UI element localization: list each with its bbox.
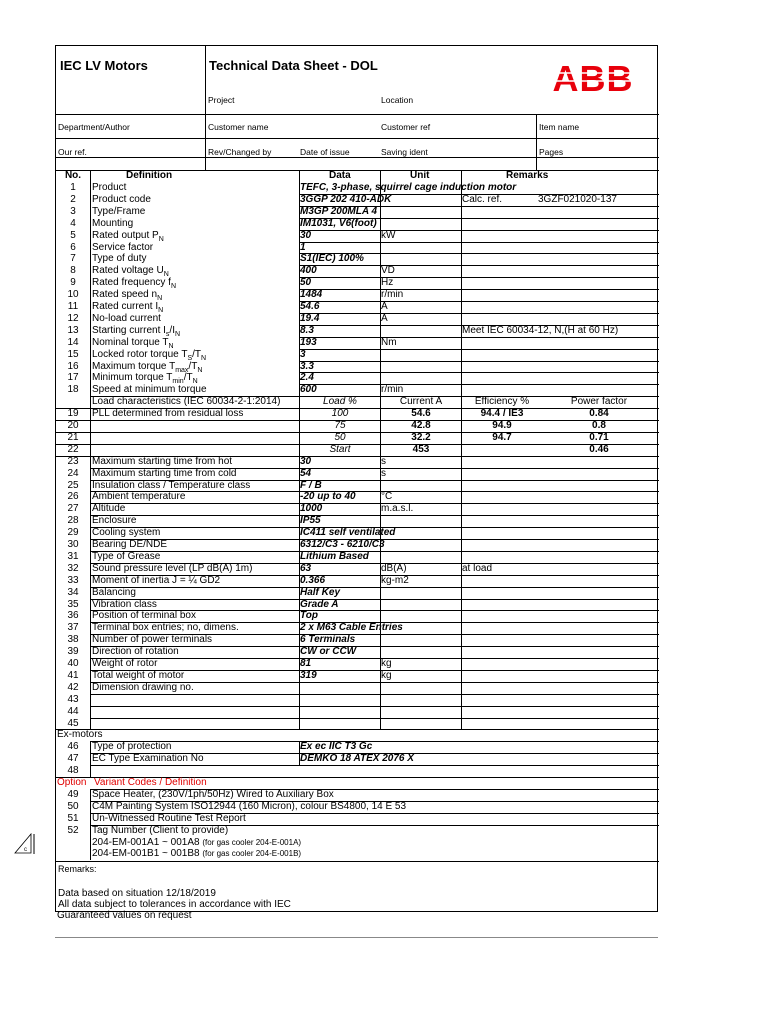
row-unit: r/min bbox=[381, 384, 404, 396]
row-number: 21 bbox=[67, 431, 79, 443]
saving-ident-label: Saving ident bbox=[381, 147, 428, 157]
row-number: 3 bbox=[70, 205, 76, 217]
our-ref-label: Our ref. bbox=[58, 147, 87, 157]
row-number: 33 bbox=[67, 574, 79, 586]
row-number: 2 bbox=[70, 193, 76, 205]
date-of-issue-label: Date of issue bbox=[300, 147, 350, 157]
definition-text: Starting current I bbox=[92, 324, 166, 336]
row-number: 8 bbox=[70, 265, 76, 277]
row-unit: A bbox=[381, 301, 388, 312]
row-data: 193 bbox=[300, 336, 317, 348]
definition-sub: N bbox=[157, 295, 163, 303]
row-unit: s bbox=[381, 455, 386, 467]
table-row bbox=[56, 182, 659, 194]
row-number: 24 bbox=[67, 467, 79, 479]
table-row bbox=[56, 599, 659, 611]
table-row bbox=[56, 694, 659, 706]
table-row bbox=[56, 337, 659, 349]
row-number: 46 bbox=[67, 741, 79, 753]
table-row bbox=[56, 313, 659, 325]
row-number: 30 bbox=[67, 539, 79, 550]
revision-mark-text: c bbox=[24, 847, 27, 853]
definition-sub: max bbox=[175, 366, 189, 374]
row-definition: Enclosure bbox=[92, 515, 137, 527]
row-definition: Moment of inertia J = ¼ GD2 bbox=[92, 574, 221, 586]
table-row bbox=[56, 242, 659, 254]
definition-sub-2: N bbox=[192, 378, 198, 386]
row-number: 17 bbox=[67, 372, 79, 384]
definition-sub: N bbox=[158, 307, 164, 314]
table-row bbox=[56, 325, 659, 337]
row-number: 9 bbox=[70, 277, 76, 289]
row-definition: PLL determined from residual loss bbox=[92, 408, 244, 420]
row-number: 27 bbox=[67, 503, 79, 515]
definition-sub-2: N bbox=[197, 366, 203, 374]
table-row bbox=[56, 670, 659, 682]
row-definition: Maximum starting time from hot bbox=[92, 455, 233, 467]
row-definition: Maximum starting time from cold bbox=[92, 467, 237, 479]
definition-cell bbox=[92, 206, 145, 218]
option-row bbox=[56, 825, 659, 837]
definition-text-2: /I bbox=[169, 324, 175, 336]
rev-changed-label: Rev/Changed by bbox=[208, 147, 272, 157]
row-data: 0.366 bbox=[300, 574, 326, 586]
table-row bbox=[56, 361, 659, 373]
remark-line-3: Guaranteed values on request bbox=[57, 910, 192, 921]
row-data: IM1031, V6(foot) bbox=[300, 217, 377, 229]
location-label: Location bbox=[381, 95, 414, 105]
definition-text: Rated frequency f bbox=[92, 277, 171, 289]
row-number: 1 bbox=[70, 182, 76, 193]
row-data: Grade A bbox=[300, 598, 339, 610]
table-row bbox=[56, 539, 659, 551]
tag-number-note: (for gas cooler 204-E-001B) bbox=[202, 849, 302, 859]
definition-text: Nominal torque T bbox=[92, 336, 169, 348]
revision-triangle-icon bbox=[14, 832, 36, 856]
row-definition: Dimension drawing no. bbox=[92, 681, 194, 693]
row-number: 39 bbox=[67, 646, 79, 658]
row-unit: kg bbox=[381, 669, 392, 681]
definition-sub: N bbox=[158, 235, 164, 243]
row-data: IC411 self ventilated bbox=[300, 527, 396, 539]
option-row bbox=[56, 813, 659, 825]
row-data: Lithium Based bbox=[300, 550, 369, 562]
row-definition: Altitude bbox=[92, 503, 126, 515]
table-row bbox=[56, 194, 659, 206]
table-row bbox=[56, 218, 659, 230]
table-row bbox=[56, 563, 659, 575]
row-data: Ex ec IIC T3 Gc bbox=[300, 741, 373, 753]
definition-sub: N bbox=[168, 342, 174, 350]
definition-cell bbox=[92, 253, 146, 265]
row-definition: Number of power terminals bbox=[92, 634, 213, 646]
row-data: 1 bbox=[300, 241, 306, 253]
row-remark: Calc. ref. bbox=[462, 193, 503, 205]
row-number: 52 bbox=[67, 824, 79, 836]
row-number: 38 bbox=[67, 634, 79, 646]
row-remark: Meet IEC 60034-12, N,(H at 60 Hz) bbox=[462, 324, 619, 336]
table-row bbox=[56, 372, 659, 384]
row-unit: m.a.s.l. bbox=[381, 503, 414, 515]
row-number: 19 bbox=[67, 408, 79, 420]
load-title: Load characteristics (IEC 60034-2-1:2014) bbox=[92, 396, 281, 408]
row-definition: Type of protection bbox=[92, 741, 172, 753]
option-row bbox=[56, 801, 659, 813]
ex-row bbox=[56, 765, 659, 777]
definition-text: Type/Frame bbox=[92, 205, 146, 217]
row-number: 50 bbox=[67, 800, 79, 812]
definition-text-2: /T bbox=[192, 348, 201, 360]
definition-cell bbox=[92, 182, 126, 194]
definition-text: Rated output P bbox=[92, 229, 159, 241]
row-number: 49 bbox=[67, 788, 79, 800]
row-definition: Total weight of motor bbox=[92, 669, 185, 681]
tag-number-row bbox=[56, 837, 659, 849]
row-data: 6312/C3 - 6210/C3 bbox=[300, 539, 385, 550]
option-label: Option bbox=[57, 777, 87, 788]
table-row bbox=[56, 468, 659, 480]
row-number: 31 bbox=[67, 550, 79, 562]
table-row bbox=[56, 349, 659, 361]
row-data: 319 bbox=[300, 669, 317, 681]
row-data: 1484 bbox=[300, 289, 323, 301]
row-number: 29 bbox=[67, 527, 79, 539]
row-data: 50 bbox=[300, 277, 312, 289]
option-row bbox=[56, 789, 659, 801]
current-value: 453 bbox=[412, 443, 430, 455]
definition-text: No-load current bbox=[92, 312, 161, 324]
load-row bbox=[56, 444, 659, 456]
row-definition: Type of Grease bbox=[92, 550, 161, 562]
definition-cell bbox=[92, 194, 151, 206]
definition-cell bbox=[92, 384, 207, 396]
row-definition: Balancing bbox=[92, 586, 136, 598]
row-data: 8.3 bbox=[300, 324, 314, 336]
row-data: 19.4 bbox=[300, 312, 320, 324]
table-row bbox=[56, 551, 659, 563]
load-col-efficiency: Efficiency % bbox=[474, 396, 530, 408]
table-row bbox=[56, 718, 659, 730]
row-definition: Bearing DE/NDE bbox=[92, 539, 168, 550]
department-label: Department/Author bbox=[58, 122, 130, 132]
definition-sub: N bbox=[163, 271, 169, 279]
customer-ref-label: Customer ref bbox=[381, 122, 431, 132]
row-number: 11 bbox=[67, 301, 79, 312]
remark-line-1: Data based on situation 12/18/2019 bbox=[58, 888, 216, 899]
tag-number-note: (for gas cooler 204-E-001A) bbox=[202, 837, 302, 847]
table-row bbox=[56, 575, 659, 587]
load-value: 75 bbox=[334, 420, 346, 431]
row-number: 37 bbox=[67, 622, 79, 634]
table-row bbox=[56, 587, 659, 599]
ex-row bbox=[56, 741, 659, 753]
row-data: 81 bbox=[300, 658, 312, 669]
row-unit: A bbox=[381, 312, 388, 324]
row-data: -20 up to 40 bbox=[300, 491, 356, 503]
row-data: Top bbox=[300, 610, 318, 622]
item-name-label: Item name bbox=[539, 122, 580, 132]
definition-sub: S bbox=[187, 354, 193, 362]
col-unit: Unit bbox=[410, 170, 430, 181]
row-number: 12 bbox=[67, 312, 79, 324]
row-unit: dB(A) bbox=[381, 562, 407, 574]
row-data: TEFC, 3-phase, squirrel cage induction motor bbox=[300, 182, 517, 193]
definition-text: Speed at minimum torque bbox=[92, 384, 207, 396]
table-row bbox=[56, 658, 659, 670]
load-row bbox=[56, 408, 659, 420]
col-remarks: Remarks bbox=[506, 170, 549, 181]
row-number: 43 bbox=[67, 693, 79, 705]
row-data: M3GP 200MLA 4 bbox=[300, 205, 378, 217]
row-definition: Terminal box entries; no, dimens. bbox=[92, 622, 239, 634]
table-row bbox=[56, 503, 659, 515]
definition-text: Type of duty bbox=[92, 253, 147, 265]
row-number: 41 bbox=[67, 669, 79, 681]
option-text: Tag Number (Client to provide) bbox=[92, 824, 229, 836]
table-row bbox=[56, 682, 659, 694]
load-row bbox=[56, 420, 659, 432]
row-number: 23 bbox=[67, 455, 79, 467]
table-row bbox=[56, 265, 659, 277]
ex-motors-title bbox=[56, 729, 659, 741]
table-row bbox=[56, 491, 659, 503]
row-data: CW or CCW bbox=[300, 646, 357, 658]
load-value: 100 bbox=[331, 408, 349, 420]
definition-text-2: /T bbox=[188, 360, 198, 372]
table-row bbox=[56, 634, 659, 646]
table-header bbox=[56, 170, 659, 182]
row-data: F / B bbox=[300, 479, 322, 491]
title-iec-lv-motors: IEC LV Motors bbox=[60, 58, 148, 73]
col-definition: Definition bbox=[126, 170, 173, 181]
power-factor-value: 0.8 bbox=[592, 420, 606, 431]
current-value: 54.6 bbox=[411, 408, 431, 420]
load-value: 50 bbox=[334, 431, 346, 443]
row-data: 30 bbox=[300, 229, 312, 241]
tag-number-row bbox=[56, 848, 659, 860]
row-data: 2.4 bbox=[300, 372, 314, 384]
table-row bbox=[56, 622, 659, 634]
customer-name-label: Customer name bbox=[208, 122, 269, 132]
definition-text: Rated voltage U bbox=[92, 265, 164, 277]
load-header-row bbox=[56, 396, 659, 408]
row-number: 42 bbox=[67, 681, 79, 693]
row-data: 3.3 bbox=[300, 360, 314, 372]
row-definition: EC Type Examination No bbox=[92, 753, 204, 765]
row-number: 51 bbox=[67, 812, 79, 824]
power-factor-value: 0.46 bbox=[589, 443, 609, 455]
definition-sub-2: N bbox=[201, 354, 207, 362]
row-definition: Vibration class bbox=[92, 598, 157, 610]
row-number: 32 bbox=[67, 562, 79, 574]
pages-label: Pages bbox=[539, 147, 564, 157]
abb-logo bbox=[538, 58, 648, 98]
row-number: 4 bbox=[70, 217, 76, 229]
definition-text: Maximum torque T bbox=[92, 360, 176, 372]
definition-sub: s bbox=[165, 330, 170, 338]
definition-text-2: /T bbox=[183, 372, 193, 384]
row-data: 54 bbox=[300, 467, 312, 479]
variant-codes-title: Variant Codes / Definition bbox=[94, 777, 207, 788]
row-number: 28 bbox=[67, 515, 79, 527]
power-factor-value: 0.84 bbox=[589, 408, 609, 420]
row-unit: Nm bbox=[381, 336, 397, 348]
row-number: 10 bbox=[67, 289, 79, 301]
ex-row bbox=[56, 753, 659, 765]
remark-line-2: All data subject to tolerances in accordance with IEC bbox=[58, 899, 291, 910]
row-data: DEMKO 18 ATEX 2076 X bbox=[300, 753, 414, 765]
title-technical-data-sheet: Technical Data Sheet - DOL bbox=[209, 58, 378, 73]
row-number: 36 bbox=[67, 610, 79, 622]
table-row bbox=[56, 610, 659, 622]
definition-cell bbox=[92, 218, 133, 230]
row-unit: r/min bbox=[381, 289, 404, 301]
row-number: 48 bbox=[67, 765, 79, 777]
row-definition: Cooling system bbox=[92, 527, 161, 539]
definition-sub-2: N bbox=[174, 330, 181, 338]
definition-text: Product bbox=[92, 182, 127, 193]
table-row bbox=[56, 277, 659, 289]
row-number: 15 bbox=[67, 348, 79, 360]
row-data: Half Key bbox=[300, 586, 341, 598]
col-data: Data bbox=[329, 170, 351, 181]
option-text: Space Heater, (230V/1ph/50Hz) Wired to Auxiliary Box bbox=[92, 788, 334, 800]
current-value: 42.8 bbox=[411, 420, 431, 431]
row-number: 20 bbox=[67, 420, 79, 431]
efficiency-value: 94.7 bbox=[492, 431, 512, 443]
table-row bbox=[56, 527, 659, 539]
ex-motors-label: Ex-motors bbox=[57, 729, 103, 741]
table-row bbox=[56, 301, 659, 313]
row-unit: kW bbox=[381, 229, 396, 241]
table-row bbox=[56, 515, 659, 527]
row-number: 34 bbox=[67, 586, 79, 598]
row-definition: Sound pressure level (LP dB(A) 1m) bbox=[92, 562, 253, 574]
load-row bbox=[56, 432, 659, 444]
table-row bbox=[56, 253, 659, 265]
table-row bbox=[56, 384, 659, 396]
table-row bbox=[56, 206, 659, 218]
row-number: 14 bbox=[67, 336, 79, 348]
definition-text: Product code bbox=[92, 193, 151, 205]
efficiency-value: 94.4 / IE3 bbox=[480, 408, 524, 420]
definition-cell bbox=[92, 313, 161, 325]
row-number: 16 bbox=[67, 360, 79, 372]
row-data: IP55 bbox=[300, 515, 321, 527]
row-data: 30 bbox=[300, 455, 312, 467]
row-number: 22 bbox=[67, 443, 79, 455]
project-label: Project bbox=[208, 95, 235, 105]
row-number: 44 bbox=[67, 705, 79, 717]
row-number: 40 bbox=[67, 658, 79, 669]
load-value: Start bbox=[329, 443, 351, 455]
row-number: 7 bbox=[70, 253, 76, 265]
row-number: 13 bbox=[67, 324, 79, 336]
option-text: Un-Witnessed Routine Test Report bbox=[92, 812, 246, 824]
load-col-load: Load % bbox=[323, 396, 357, 408]
table-row bbox=[56, 646, 659, 658]
col-no: No. bbox=[64, 170, 82, 181]
definition-sub: N bbox=[170, 283, 176, 291]
row-unit: kg bbox=[381, 658, 392, 669]
row-data: 600 bbox=[300, 384, 317, 396]
row-data: S1(IEC) 100% bbox=[300, 253, 364, 265]
abb-logo-text: ABB bbox=[552, 58, 634, 98]
row-data: 400 bbox=[300, 265, 317, 277]
remarks-label: Remarks: bbox=[58, 864, 97, 874]
definition-text: Locked rotor torque T bbox=[92, 348, 188, 360]
efficiency-value: 94.9 bbox=[492, 420, 512, 431]
power-factor-value: 0.71 bbox=[589, 431, 609, 443]
option-text: C4M Painting System ISO12944 (160 Micron), colour BS4800, 14 E 53 bbox=[92, 800, 407, 812]
load-col-current: Current A bbox=[399, 396, 443, 408]
row-unit: VD bbox=[381, 265, 395, 277]
row-data: 6 Terminals bbox=[300, 634, 356, 646]
definition-sub: min bbox=[172, 378, 184, 386]
row-data: 3GGP 202 410-ADK bbox=[300, 193, 392, 205]
row-remark: at load bbox=[462, 562, 493, 574]
row-definition: Ambient temperature bbox=[92, 491, 186, 503]
datasheet bbox=[55, 45, 658, 912]
row-number: 25 bbox=[67, 479, 79, 491]
row-unit: kg-m2 bbox=[381, 574, 409, 586]
row-number: 6 bbox=[70, 241, 76, 253]
table-row bbox=[56, 706, 659, 718]
row-number: 26 bbox=[67, 491, 79, 503]
definition-text: Mounting bbox=[92, 217, 134, 229]
row-data: 54.6 bbox=[300, 301, 320, 312]
tag-number-text bbox=[92, 837, 301, 849]
row-number: 47 bbox=[67, 753, 79, 765]
tag-number-main: 204-EM-001A1 ~ 001A8 bbox=[92, 836, 200, 848]
row-definition: Direction of rotation bbox=[92, 646, 179, 658]
table-row bbox=[56, 230, 659, 242]
definition-cell bbox=[92, 242, 153, 254]
row-number: 18 bbox=[67, 384, 79, 396]
row-data: 1000 bbox=[300, 503, 323, 515]
load-col-power-factor: Power factor bbox=[570, 396, 628, 408]
definition-text: Service factor bbox=[92, 241, 154, 253]
option-title-row bbox=[56, 777, 659, 789]
row-unit: Hz bbox=[381, 277, 394, 289]
row-remark-2: 3GZF021020-137 bbox=[538, 193, 617, 205]
row-definition: Insulation class / Temperature class bbox=[92, 479, 251, 491]
table-row bbox=[56, 289, 659, 301]
definition-text: Rated current I bbox=[92, 301, 159, 312]
definition-text: Rated speed n bbox=[92, 289, 158, 301]
row-definition: Weight of rotor bbox=[92, 658, 158, 669]
row-data: 63 bbox=[300, 562, 312, 574]
row-number: 5 bbox=[70, 229, 76, 241]
row-data: 2 x M63 Cable Entries bbox=[300, 622, 403, 634]
row-unit: s bbox=[381, 467, 386, 479]
tag-number-main: 204-EM-001B1 ~ 001B8 bbox=[92, 848, 200, 860]
row-data: 3 bbox=[300, 348, 306, 360]
row-number: 35 bbox=[67, 598, 79, 610]
current-value: 32.2 bbox=[411, 431, 431, 443]
tag-number-text bbox=[92, 848, 301, 860]
row-unit: °C bbox=[381, 491, 393, 503]
table-row bbox=[56, 456, 659, 468]
table-row bbox=[56, 480, 659, 492]
row-number: 45 bbox=[67, 717, 79, 729]
definition-text: Minimum torque T bbox=[92, 372, 173, 384]
row-definition: Position of terminal box bbox=[92, 610, 196, 622]
